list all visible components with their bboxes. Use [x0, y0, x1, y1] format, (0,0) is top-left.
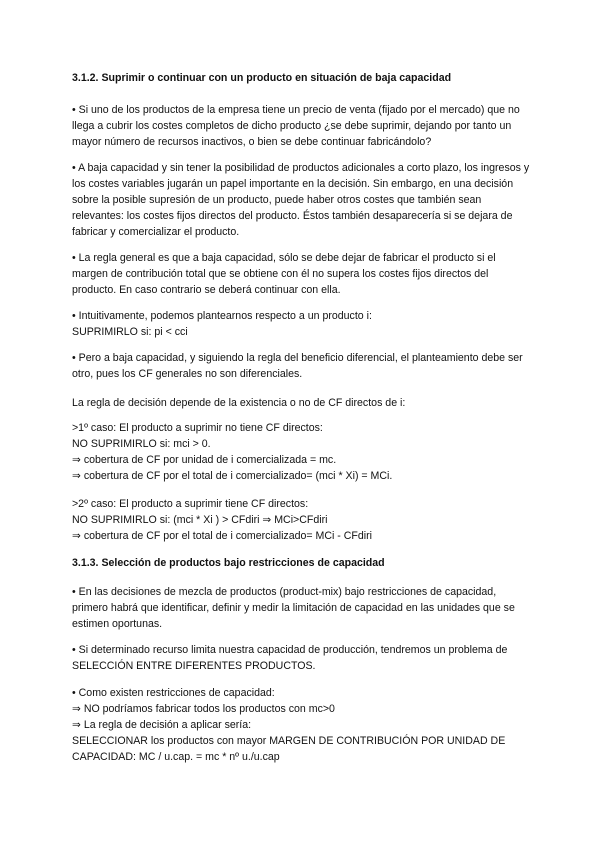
- case-2-line: >2º caso: El producto a suprimir tiene CF directos:: [72, 498, 309, 510]
- section-312-paragraph-2: • A baja capacidad y sin tener la posibilidad de productos adicionales a corto plazo, los ingresos y los costes variables jugarán un papel importante en la decisión. Sin embargo, en una decisión sobre la posible supresión de un producto, puede haber otros costes que también sean relevantes: los costes fijos directos del producto. Éstos también desaparecería si se dejara de fabricar y comercializar el producto.: [72, 162, 530, 238]
- section-312-heading: 3.1.2. Suprimir o continuar con un producto en situación de baja capacidad: [72, 72, 452, 84]
- decision-rule-intro: La regla de decisión depende de la existencia o no de CF directos de i:: [72, 397, 406, 409]
- capacity-line: ⇒ NO podríamos fabricar todos los productos con mc>0: [72, 703, 335, 715]
- case-2-line: NO SUPRIMIRLO si: (mci * Xi ) > CFdiri ⇒ MCi>CFdiri: [72, 514, 328, 526]
- intuition-line: • Intuitivamente, podemos plantearnos respecto a un producto i:: [72, 310, 372, 322]
- case-1-block: [72, 420, 532, 484]
- section-312-paragraph-1: • Si uno de los productos de la empresa tiene un precio de venta (fijado por el mercado) que no llega a cubrir los costes completos de dicho producto ¿se debe suprimir, dejando por tanto un mayor número de recursos inactivos, o bien se debe continuar fabricándolo?: [72, 104, 520, 148]
- case-2-block: [72, 496, 532, 544]
- section-312-paragraph-5: • Pero a baja capacidad, y siguiendo la regla del beneficio diferencial, el planteamiento debe ser otro, pues los CF generales no son diferenciales.: [72, 352, 523, 380]
- selection-rule: SELECCIONAR los productos con mayor MARGEN DE CONTRIBUCIÓN POR UNIDAD DE CAPACIDAD: MC / u.cap. = mc * nº u./u.cap: [72, 735, 506, 763]
- case-1-line: NO SUPRIMIRLO si: mci > 0.: [72, 438, 211, 450]
- capacity-line: • Como existen restricciones de capacidad:: [72, 687, 275, 699]
- section-313-paragraph-1: • En las decisiones de mezcla de productos (product-mix) bajo restricciones de capacidad, primero habrá que identificar, definir y medir la limitación de capacidad en las unidades que se estimen oportunas.: [72, 586, 515, 630]
- case-2-line: ⇒ cobertura de CF por el total de i comercializado= MCi - CFdiri: [72, 530, 373, 542]
- section-313-heading: 3.1.3. Selección de productos bajo restricciones de capacidad: [72, 557, 385, 569]
- capacity-line: ⇒ La regla de decisión a aplicar sería:: [72, 719, 252, 731]
- section-313-paragraph-2: • Si determinado recurso limita nuestra capacidad de producción, tendremos un problema de SELECCIÓN ENTRE DIFERENTES PRODUCTOS.: [72, 644, 508, 672]
- section-312-paragraph-4: [72, 308, 532, 340]
- section-312-paragraph-3: • La regla general es que a baja capacidad, sólo se debe dejar de fabricar el producto si el margen de contribución total que se obtiene con él no supera los costes fijos directos del producto. En caso contrario se deberá continuar con ella.: [72, 252, 496, 296]
- case-1-line: >1º caso: El producto a suprimir no tiene CF directos:: [72, 422, 323, 434]
- section-313-paragraph-3: [72, 685, 532, 765]
- case-1-line: ⇒ cobertura de CF por unidad de i comercializada = mc.: [72, 454, 337, 466]
- suprimirlo-rule: SUPRIMIRLO si: pi < cci: [72, 326, 188, 338]
- case-1-line: ⇒ cobertura de CF por el total de i comercializado= (mci * Xi) = MCi.: [72, 470, 393, 482]
